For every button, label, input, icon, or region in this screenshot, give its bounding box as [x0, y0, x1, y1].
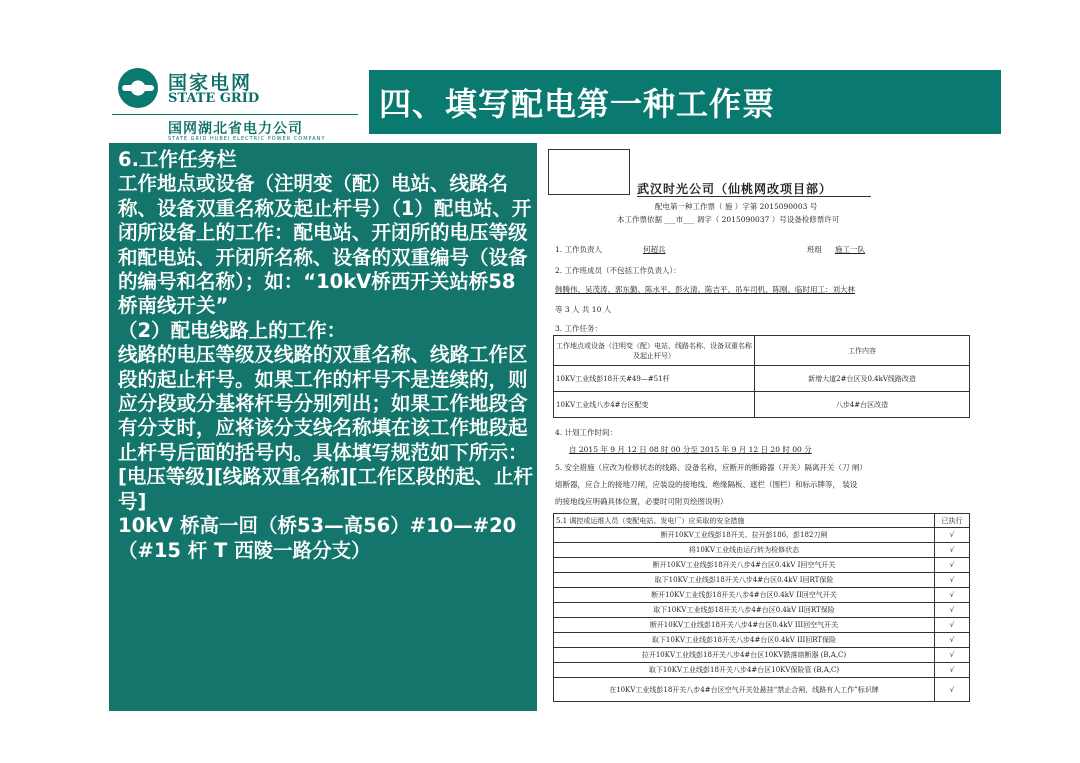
task-head-location: 工作地点或设备（注明变（配）电站、线路名称、设备双重名称及起止杆号）	[554, 336, 755, 366]
task-content: 八步4#台区改造	[755, 392, 970, 418]
safety-measure: 取下10KV工业线彭18开关八步4#台区0.4kV II回RT保险	[554, 603, 935, 618]
item4-label: 4. 计划工作时间：	[555, 428, 618, 437]
safety-done: √	[935, 588, 970, 603]
item3-label: 3. 工作任务：	[555, 324, 603, 333]
safety-done: √	[935, 648, 970, 663]
safety-measure: 在10KV工业线彭18开关八步4#台区空气开关处悬挂“禁止合闸，线路有人工作”标识牌	[554, 678, 935, 702]
safety-done: √	[935, 633, 970, 648]
safety-done: √	[935, 678, 970, 702]
stamp-box	[548, 149, 630, 195]
logo-name-cn: 国家电网	[168, 72, 253, 94]
item2-count: 等 3 人 共 10 人	[555, 305, 612, 314]
safety-done: √	[935, 543, 970, 558]
logo-company-cn: 国网湖北省电力公司	[168, 121, 303, 137]
safety-done: √	[935, 528, 970, 543]
task-table-header	[554, 336, 970, 366]
item1-label: 1. 工作负责人	[555, 245, 603, 254]
safety-measure: 断开10KV工业线彭18开关八步4#台区0.4kV I回空气开关	[554, 558, 935, 573]
table-row	[554, 648, 970, 663]
logo-divider	[112, 114, 358, 115]
table-row	[554, 678, 970, 702]
safety-measure: 拉开10KV工业线彭18开关八步4#台区10KV跌落熔断器 (B,A,C)	[554, 648, 935, 663]
item1-team-label: 班组	[807, 245, 822, 254]
table-row	[554, 603, 970, 618]
state-grid-emblem-icon	[118, 68, 158, 108]
table-row	[554, 392, 970, 418]
table-row	[554, 543, 970, 558]
explanation-panel	[109, 143, 537, 711]
task-content: 新增大道2#台区及0.4kV线路改造	[755, 366, 970, 392]
item5-line2: 熔断器，应合上的接地刀闸，应装设的接地线、绝缘隔板、遮栏（围栏）和标示牌等， 装设	[555, 480, 858, 489]
table-row	[554, 366, 970, 392]
safety-table	[553, 513, 970, 702]
safety-measure: 断开10KV工业线彭18开关八步4#台区0.4kV III回空气开关	[554, 618, 935, 633]
table-row	[554, 663, 970, 678]
table-row	[554, 633, 970, 648]
safety-measure: 断开10KV工业线彭18开关、拉开彭186、彭182刀闸	[554, 528, 935, 543]
item2-label: 2. 工作班成员（不包括工作负责人）：	[555, 266, 681, 275]
item1-team-value: 施工一队	[835, 245, 865, 254]
logo-company-en: STATE GRID HUBEI ELECTRIC POWER COMPANY	[168, 136, 326, 142]
task-table	[553, 335, 970, 418]
item5-line3: 的接地线应明确具体位置，必要时可附页绘图说明）	[555, 497, 728, 506]
safety-measure: 取下10KV工业线彭18开关八步4#台区0.4kV III回RT保险	[554, 633, 935, 648]
task-location: 10KV工业线八步4#台区配变	[554, 392, 755, 418]
ticket-header-rule	[637, 196, 871, 197]
safety-done: √	[935, 603, 970, 618]
ticket-header: 武汉时光公司（仙桃网改项目部）	[637, 182, 833, 196]
task-head-content: 工作内容	[755, 336, 970, 366]
safety-done: √	[935, 558, 970, 573]
table-row	[554, 618, 970, 633]
safety-measure: 断开10KV工业线彭18开关八步4#台区0.4kV II回空气开关	[554, 588, 935, 603]
slide-title-banner	[369, 70, 1001, 134]
state-grid-logo	[112, 62, 362, 142]
ticket-number: 配电第一种工作票（ 施 ）字第 2015090003 号	[655, 202, 818, 211]
table-row	[554, 558, 970, 573]
item2-names: 韩腾伟、吴茂涛、郭东勤、陈水平、彭火清、陈吉平、吊车司机、陈刚、临时用工：刘大林	[555, 285, 855, 294]
explanation-text: 6.工作任务栏 工作地点或设备（注明变（配）电站、线路名称、设备双重名称及起止杆号）（1）配电站、开闭所设备上的工作：配电站、开闭所的电压等级和配电站、开闭所名称、设备的双重编号（设备的编号和名称）；如：“10kV桥西开关站桥58桥南线开关” （2）配电线路上的工作： 线路的电压等级及线路的双重名称、线路工作区段的起止杆号。如果工作的杆号不是连续的，则应分段或分基将杆号分别列出；如果工作地段含有分支时，应将该分支线名称填在该工作地段起止杆号后面的括号内。具体填写规范如下所示： [电压等级][线路双重名称][工作区段的起、止杆号] 10kV 桥高一回（桥53—高56）#10—#20（#15 杆 T 西陵一路分支）	[118, 148, 534, 562]
table-row	[554, 588, 970, 603]
safety-head: 5.1 调控或运维人员（变配电站、发电厂）应采取的安全措施	[554, 514, 935, 528]
safety-done-head: 已执行	[935, 514, 970, 528]
table-row	[554, 528, 970, 543]
safety-done: √	[935, 618, 970, 633]
safety-measure: 将10KV工业线由运行转为检修状态	[554, 543, 935, 558]
safety-done: √	[935, 663, 970, 678]
safety-measure: 取下10KV工业线彭18开关八步4#台区0.4kV I回RT保险	[554, 573, 935, 588]
safety-table-header	[554, 514, 970, 528]
ticket-reference: 本工作票依据 ___市___ 调字（ 2015090037 ）号设备检修票许可	[617, 215, 840, 224]
item4-value: 自 2015 年 9 月 12 日 08 时 00 分至 2015 年 9 月 12 日 20 时 00 分	[569, 445, 812, 454]
work-ticket-scan	[545, 148, 975, 713]
task-location: 10KV工业线彭18开关#49—#51杆	[554, 366, 755, 392]
safety-done: √	[935, 573, 970, 588]
slide-title: 四、填写配电第一种工作票	[379, 85, 776, 123]
logo-name-en: STATE GRID	[168, 91, 260, 106]
item5-line1: 5. 安全措施（应改为检修状态的线路、设备名称，应断开的断路器（开关）隔离开关（刀 闸）	[555, 463, 867, 472]
table-row	[554, 573, 970, 588]
safety-measure: 取下10KV工业线彭18开关八步4#台区10KV保险管 (B,A,C)	[554, 663, 935, 678]
item1-value: 何超兵	[643, 245, 666, 254]
